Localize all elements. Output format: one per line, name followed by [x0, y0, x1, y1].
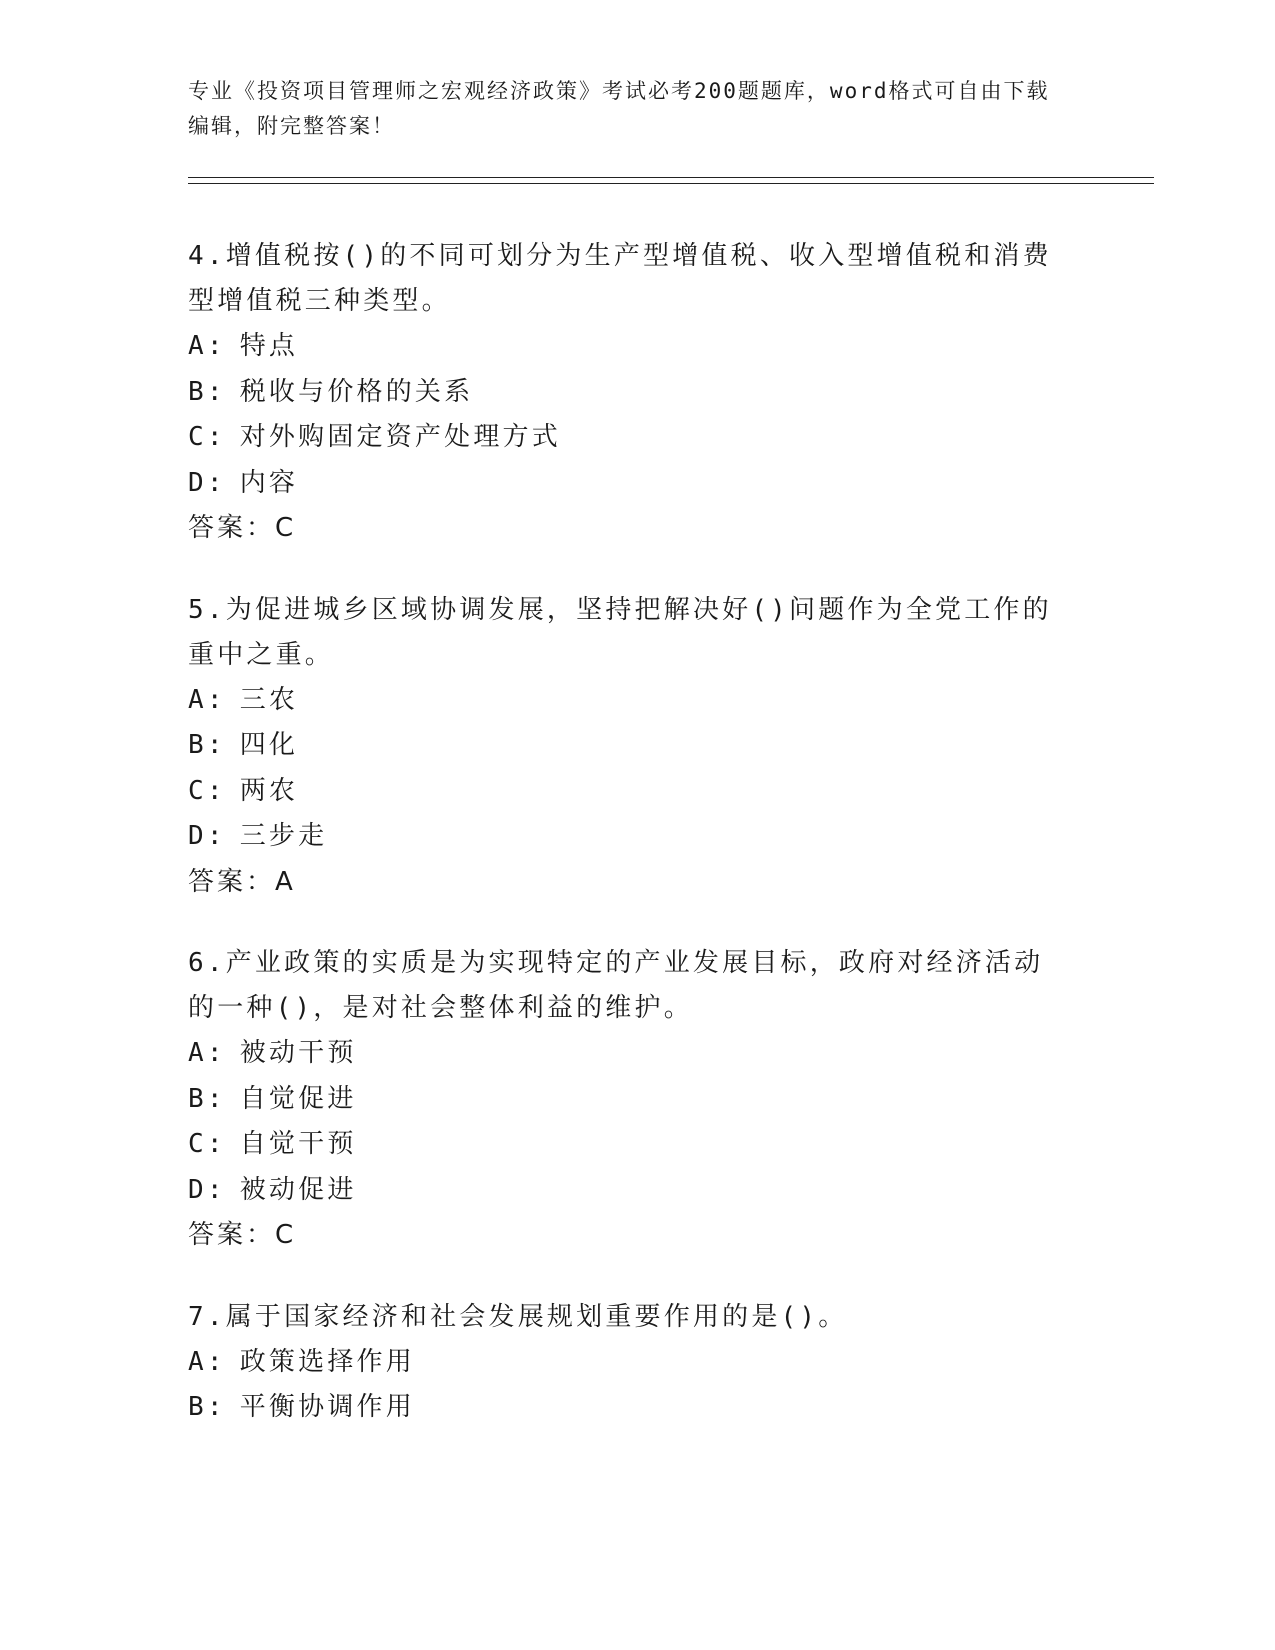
option-text: 两农 [239, 775, 299, 806]
question-body: 增值税按()的不同可划分为生产型增值税、收入型增值税和消费型增值税三种类型。 [188, 241, 1052, 316]
option-b: B: 自觉促进 [188, 1077, 1068, 1123]
option-text: 税收与价格的关系 [239, 376, 474, 407]
question-number: 5. [188, 594, 226, 625]
question-text [188, 941, 1068, 1031]
answer [188, 1213, 1068, 1259]
option-label: C [188, 775, 207, 806]
option-label: C [188, 422, 207, 452]
option-label: A [188, 1038, 207, 1068]
option-text: 自觉促进 [239, 1083, 357, 1114]
option-label: D [188, 467, 207, 498]
option-label: A [188, 684, 207, 715]
question-6 [188, 941, 1068, 1259]
question-body: 产业政策的实质是为实现特定的产业发展目标，政府对经济活动的一种()，是对社会整体利益的维护。 [188, 948, 1044, 1023]
answer [188, 506, 1068, 552]
option-b: B: 税收与价格的关系 [188, 370, 1068, 416]
option-label: A [188, 331, 207, 361]
option-label: B [188, 730, 207, 760]
header-rule-bottom [188, 183, 1154, 184]
option-b: B: 平衡协调作用 [188, 1385, 1068, 1431]
option-a: A: 特点 [188, 324, 1068, 370]
question-4 [188, 234, 1068, 552]
answer-value: A [275, 866, 296, 897]
option-a: A: 政策选择作用 [188, 1340, 1068, 1386]
question-number: 7. [188, 1301, 226, 1332]
option-d: D: 内容 [188, 461, 1068, 507]
question-text [188, 234, 1068, 324]
question-text [188, 588, 1068, 678]
option-label: D [188, 821, 207, 851]
option-text: 被动促进 [239, 1174, 357, 1205]
option-a: A: 被动干预 [188, 1031, 1068, 1077]
question-list [188, 234, 1068, 1467]
question-text [188, 1295, 1068, 1340]
answer-label: 答案： [188, 1220, 276, 1250]
option-label: B [188, 1083, 207, 1114]
option-text: 被动干预 [239, 1038, 357, 1068]
question-5 [188, 588, 1068, 906]
answer-value: C [275, 1220, 297, 1250]
option-text: 四化 [239, 730, 299, 760]
option-text: 对外购固定资产处理方式 [239, 422, 561, 452]
document-header: 专业《投资项目管理师之宏观经济政策》考试必考200题题库，word格式可自由下载编辑，附完整答案！ [188, 79, 1050, 138]
option-text: 内容 [239, 467, 299, 498]
option-label: B [188, 1392, 207, 1422]
answer-label: 答案： [188, 866, 276, 897]
option-d: D: 三步走 [188, 814, 1068, 860]
option-c: C: 两农 [188, 769, 1068, 815]
option-text: 自觉干预 [239, 1129, 357, 1159]
question-body: 属于国家经济和社会发展规划重要作用的是()。 [225, 1301, 848, 1332]
question-body: 为促进城乡区域协调发展，坚持把解决好()问题作为全党工作的重中之重。 [188, 594, 1052, 670]
option-c: C: 自觉干预 [188, 1122, 1068, 1168]
option-text: 三步走 [239, 821, 328, 851]
question-7 [188, 1295, 1068, 1431]
option-text: 政策选择作用 [239, 1346, 415, 1377]
option-text: 平衡协调作用 [239, 1392, 415, 1422]
question-number: 4. [188, 241, 226, 271]
answer-label: 答案： [188, 513, 276, 543]
option-label: B [188, 376, 207, 407]
option-a: A: 三农 [188, 678, 1068, 724]
answer-value: C [275, 513, 297, 543]
option-text: 特点 [239, 331, 299, 361]
answer [188, 860, 1068, 906]
question-number: 6. [188, 948, 226, 978]
header-rule-top [188, 177, 1154, 178]
option-b: B: 四化 [188, 723, 1068, 769]
option-label: A [188, 1346, 207, 1377]
option-c: C: 对外购固定资产处理方式 [188, 415, 1068, 461]
option-label: C [188, 1129, 207, 1159]
option-text: 三农 [239, 684, 299, 715]
option-label: D [188, 1174, 207, 1205]
option-d: D: 被动促进 [188, 1168, 1068, 1214]
